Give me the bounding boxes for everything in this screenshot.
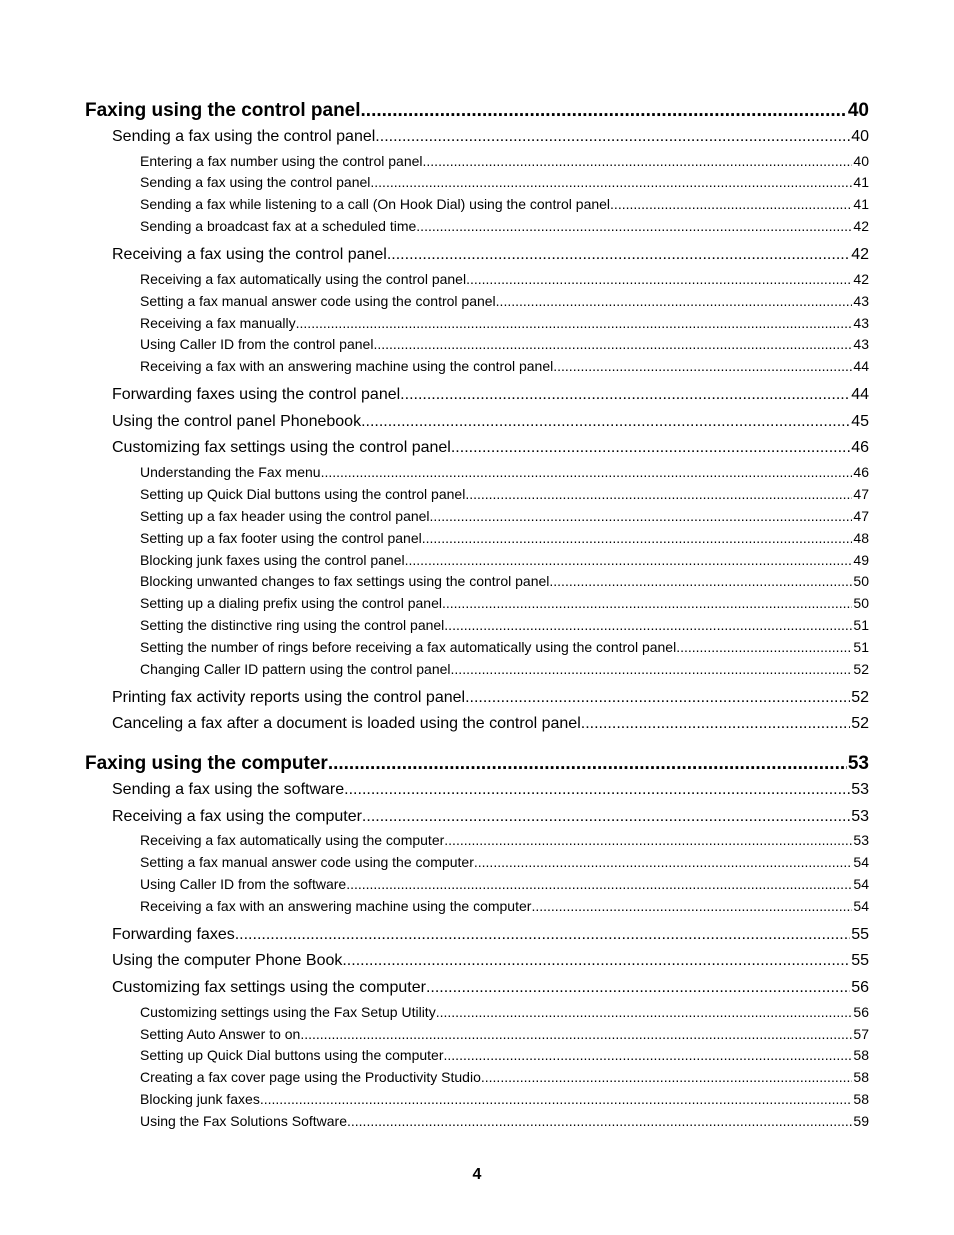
toc-entry-level-3[interactable] [140,852,869,874]
toc-entry-level-3[interactable] [140,896,869,918]
dot-leader [442,593,852,615]
toc-entry-level-3[interactable] [140,291,869,313]
toc-entry-page: 40 [847,100,869,121]
toc-entry-page: 44 [853,358,869,375]
dot-leader [481,1067,853,1089]
dot-leader [361,98,847,124]
toc-entry-page: 49 [853,551,869,568]
toc-entry-level-2[interactable] [112,409,869,436]
dot-leader [444,1045,853,1067]
toc-entry-level-3[interactable] [140,830,869,852]
dot-leader [549,571,852,593]
toc-entry-level-2[interactable] [112,711,869,738]
toc-entry-level-2[interactable] [112,382,869,409]
toc-entry-page: 46 [851,439,869,457]
dot-leader [531,896,852,918]
dot-leader [436,1002,853,1024]
toc-entry-title: Receiving a fax with an answering machine using the computer [140,897,532,914]
toc-entry-title: Using the Fax Solutions Software [140,1113,347,1130]
toc-entry-level-2[interactable] [112,124,869,151]
dot-leader [328,751,847,777]
toc-entry-page: 50 [853,595,869,612]
toc-entry-page: 57 [853,1025,869,1042]
toc-entry-level-3[interactable] [140,615,869,637]
toc-entry-title: Sending a fax using the control panel [140,174,371,191]
toc-entry-level-3[interactable] [140,462,869,484]
toc-entry-title: Faxing using the control panel [85,100,361,121]
toc-entry-page: 42 [853,270,869,287]
toc-entry-title: Changing Caller ID pattern using the control panel [140,661,451,677]
toc-entry-page: 40 [851,128,869,145]
toc-entry-level-3[interactable] [140,1067,869,1089]
toc-entry-level-1[interactable] [85,751,869,777]
toc-entry-level-3[interactable] [140,356,869,378]
dot-leader [344,777,850,804]
toc-entry-page: 46 [853,463,869,480]
toc-entry-page: 54 [853,897,869,914]
dot-leader [474,852,853,874]
dot-leader [362,804,850,831]
dot-leader [496,291,853,313]
toc-entry-title: Sending a fax using the software [112,781,345,799]
toc-entry-page: 55 [851,952,869,970]
toc-entry-page: 56 [851,979,869,997]
toc-entry-title: Faxing using the computer [85,753,328,775]
toc-entry-page: 52 [853,661,869,677]
toc-entry-title: Setting a fax manual answer code using the control panel [140,292,496,309]
toc-entry-level-3[interactable] [140,1111,869,1133]
toc-entry-title: Receiving a fax using the computer [112,807,362,825]
toc-entry-level-3[interactable] [140,172,869,194]
toc-entry-level-3[interactable] [140,269,869,291]
dot-leader [300,1024,852,1046]
toc-entry-title: Setting up Quick Dial buttons using the control panel [140,485,466,502]
toc-entry-title: Setting up Quick Dial buttons using the computer [140,1047,444,1064]
toc-entry-level-2[interactable] [112,975,869,1002]
toc-entry-level-3[interactable] [140,506,869,528]
toc-entry-level-1[interactable] [85,98,869,124]
dot-leader [465,484,852,506]
dot-leader [426,975,850,1002]
toc-entry-title: Using the computer Phone Book [112,952,343,970]
toc-entry-level-2[interactable] [112,922,869,949]
toc-entry-title: Printing fax activity reports using the control panel [112,688,466,706]
toc-entry-page: 42 [853,218,869,235]
toc-entry-level-3[interactable] [140,151,869,173]
toc-entry-title: Sending a fax using the control panel [112,128,376,145]
dot-leader [361,409,850,436]
toc-entry-level-2[interactable] [112,777,869,804]
toc-entry-page: 58 [853,1069,869,1086]
toc-entry-page: 51 [853,639,869,656]
toc-entry-title: Sending a broadcast fax at a scheduled time [140,218,417,235]
page-number: 4 [472,1166,482,1183]
toc-entry-level-3[interactable] [140,1045,869,1067]
dot-leader [610,194,852,216]
toc-entry-page: 43 [853,336,869,353]
toc-entry-level-2[interactable] [112,435,869,462]
toc-entry-level-3[interactable] [140,1024,869,1046]
dot-leader [400,382,850,409]
dot-leader [581,711,850,738]
toc-entry-page: 45 [851,412,869,430]
toc-entry-level-3[interactable] [140,637,869,659]
toc-entry-level-2[interactable] [112,242,869,269]
toc-entry-page: 52 [851,715,869,733]
toc-entry-level-3[interactable] [140,659,869,681]
dot-leader [370,172,852,194]
toc-entry-level-3[interactable] [140,334,869,356]
toc-entry-title: Setting up a fax footer using the control panel [140,529,422,546]
toc-entry-level-3[interactable] [140,484,869,506]
toc-entry-page: 53 [853,832,869,849]
toc-entry-page: 53 [851,807,869,825]
toc-entry-page: 44 [851,386,869,404]
toc-entry-title: Using Caller ID from the control panel [140,336,374,353]
toc-entry-title: Blocking unwanted changes to fax settings using the control panel [140,573,550,590]
toc-entry-page: 56 [853,1003,869,1020]
toc-entry-page: 59 [853,1113,869,1130]
toc-entry-page: 54 [853,876,869,893]
dot-leader [451,435,850,462]
table-of-contents [0,98,954,1133]
toc-entry-title: Setting a fax manual answer code using the computer [140,854,474,871]
toc-entry-level-3[interactable] [140,528,869,550]
dot-leader [375,124,850,151]
toc-entry-level-2[interactable] [112,804,869,831]
toc-entry-page: 58 [853,1091,869,1108]
toc-entry-level-2[interactable] [112,685,869,712]
toc-entry-page: 41 [853,196,869,213]
toc-entry-title: Using the control panel Phonebook [112,412,362,430]
toc-entry-title: Setting Auto Answer to on [140,1025,301,1042]
toc-entry-title: Understanding the Fax menu [140,463,321,480]
toc-entry-page: 53 [847,753,869,775]
dot-leader [373,334,852,356]
toc-entry-page: 58 [853,1047,869,1064]
dot-leader [346,874,852,896]
toc-entry-page: 43 [853,292,869,309]
toc-entry-title: Sending a fax while listening to a call (On Hook Dial) using the control panel [140,196,611,213]
toc-entry-page: 54 [853,854,869,871]
toc-entry-page: 48 [853,529,869,546]
toc-entry-page: 43 [853,314,869,331]
dot-leader [444,830,852,852]
toc-entry-level-3[interactable] [140,571,869,593]
toc-entry-title: Blocking junk faxes [140,1091,260,1108]
toc-entry-page: 50 [853,573,869,590]
dot-leader [387,242,850,269]
dot-leader [422,528,853,550]
toc-entry-title: Blocking junk faxes using the control panel [140,551,405,568]
dot-leader [553,356,852,378]
toc-entry-level-3[interactable] [140,313,869,335]
toc-entry-title: Customizing fax settings using the control panel [112,439,451,457]
dot-leader [466,269,852,291]
dot-leader [296,313,853,335]
toc-entry-level-3[interactable] [140,1089,869,1111]
toc-entry-title: Setting the distinctive ring using the control panel [140,617,445,634]
toc-entry-page: 55 [851,925,869,943]
toc-entry-title: Entering a fax number using the control panel [140,152,423,169]
dot-leader [321,462,853,484]
toc-entry-page: 42 [851,246,869,264]
toc-entry-level-3[interactable] [140,216,869,238]
toc-entry-level-3[interactable] [140,1002,869,1024]
toc-entry-title: Receiving a fax with an answering machine using the control panel [140,358,554,375]
toc-entry-title: Setting up a fax header using the control panel [140,507,430,524]
toc-entry-page: 47 [853,507,869,524]
toc-entry-page: 41 [853,174,869,191]
dot-leader [444,615,852,637]
dot-leader [405,550,853,572]
toc-entry-page: 47 [853,485,869,502]
toc-entry-title: Setting the number of rings before receiving a fax automatically using the control panel [140,639,677,656]
dot-leader [347,1111,852,1133]
toc-entry-level-3[interactable] [140,593,869,615]
toc-entry-level-3[interactable] [140,874,869,896]
dot-leader [430,506,853,528]
dot-leader [465,685,850,712]
toc-entry-level-3[interactable] [140,550,869,572]
dot-leader [416,216,852,238]
toc-entry-page: 52 [851,688,869,706]
toc-entry-page: 40 [853,152,869,169]
dot-leader [423,151,853,173]
toc-entry-title: Customizing fax settings using the computer [112,979,426,997]
dot-leader [235,922,850,949]
toc-entry-page: 51 [853,617,869,634]
toc-entry-title: Receiving a fax manually [140,314,296,331]
toc-entry-page: 53 [851,781,869,799]
toc-entry-level-2[interactable] [112,948,869,975]
dot-leader [260,1089,853,1111]
toc-entry-title: Using Caller ID from the software [140,876,347,893]
toc-entry-title: Creating a fax cover page using the Productivity Studio [140,1069,481,1086]
toc-entry-title: Customizing settings using the Fax Setup Utility [140,1003,436,1020]
toc-entry-title: Receiving a fax automatically using the control panel [140,270,467,287]
dot-leader [676,637,852,659]
toc-entry-level-3[interactable] [140,194,869,216]
toc-entry-title: Receiving a fax automatically using the computer [140,832,445,849]
toc-entry-title: Forwarding faxes using the control panel [112,386,401,404]
toc-entry-title: Canceling a fax after a document is loaded using the control panel [112,715,581,733]
dot-leader [342,948,850,975]
dot-leader [451,659,853,681]
toc-entry-title: Setting up a dialing prefix using the control panel [140,595,442,612]
toc-entry-title: Forwarding faxes [112,925,235,943]
toc-entry-title: Receiving a fax using the control panel [112,246,387,264]
